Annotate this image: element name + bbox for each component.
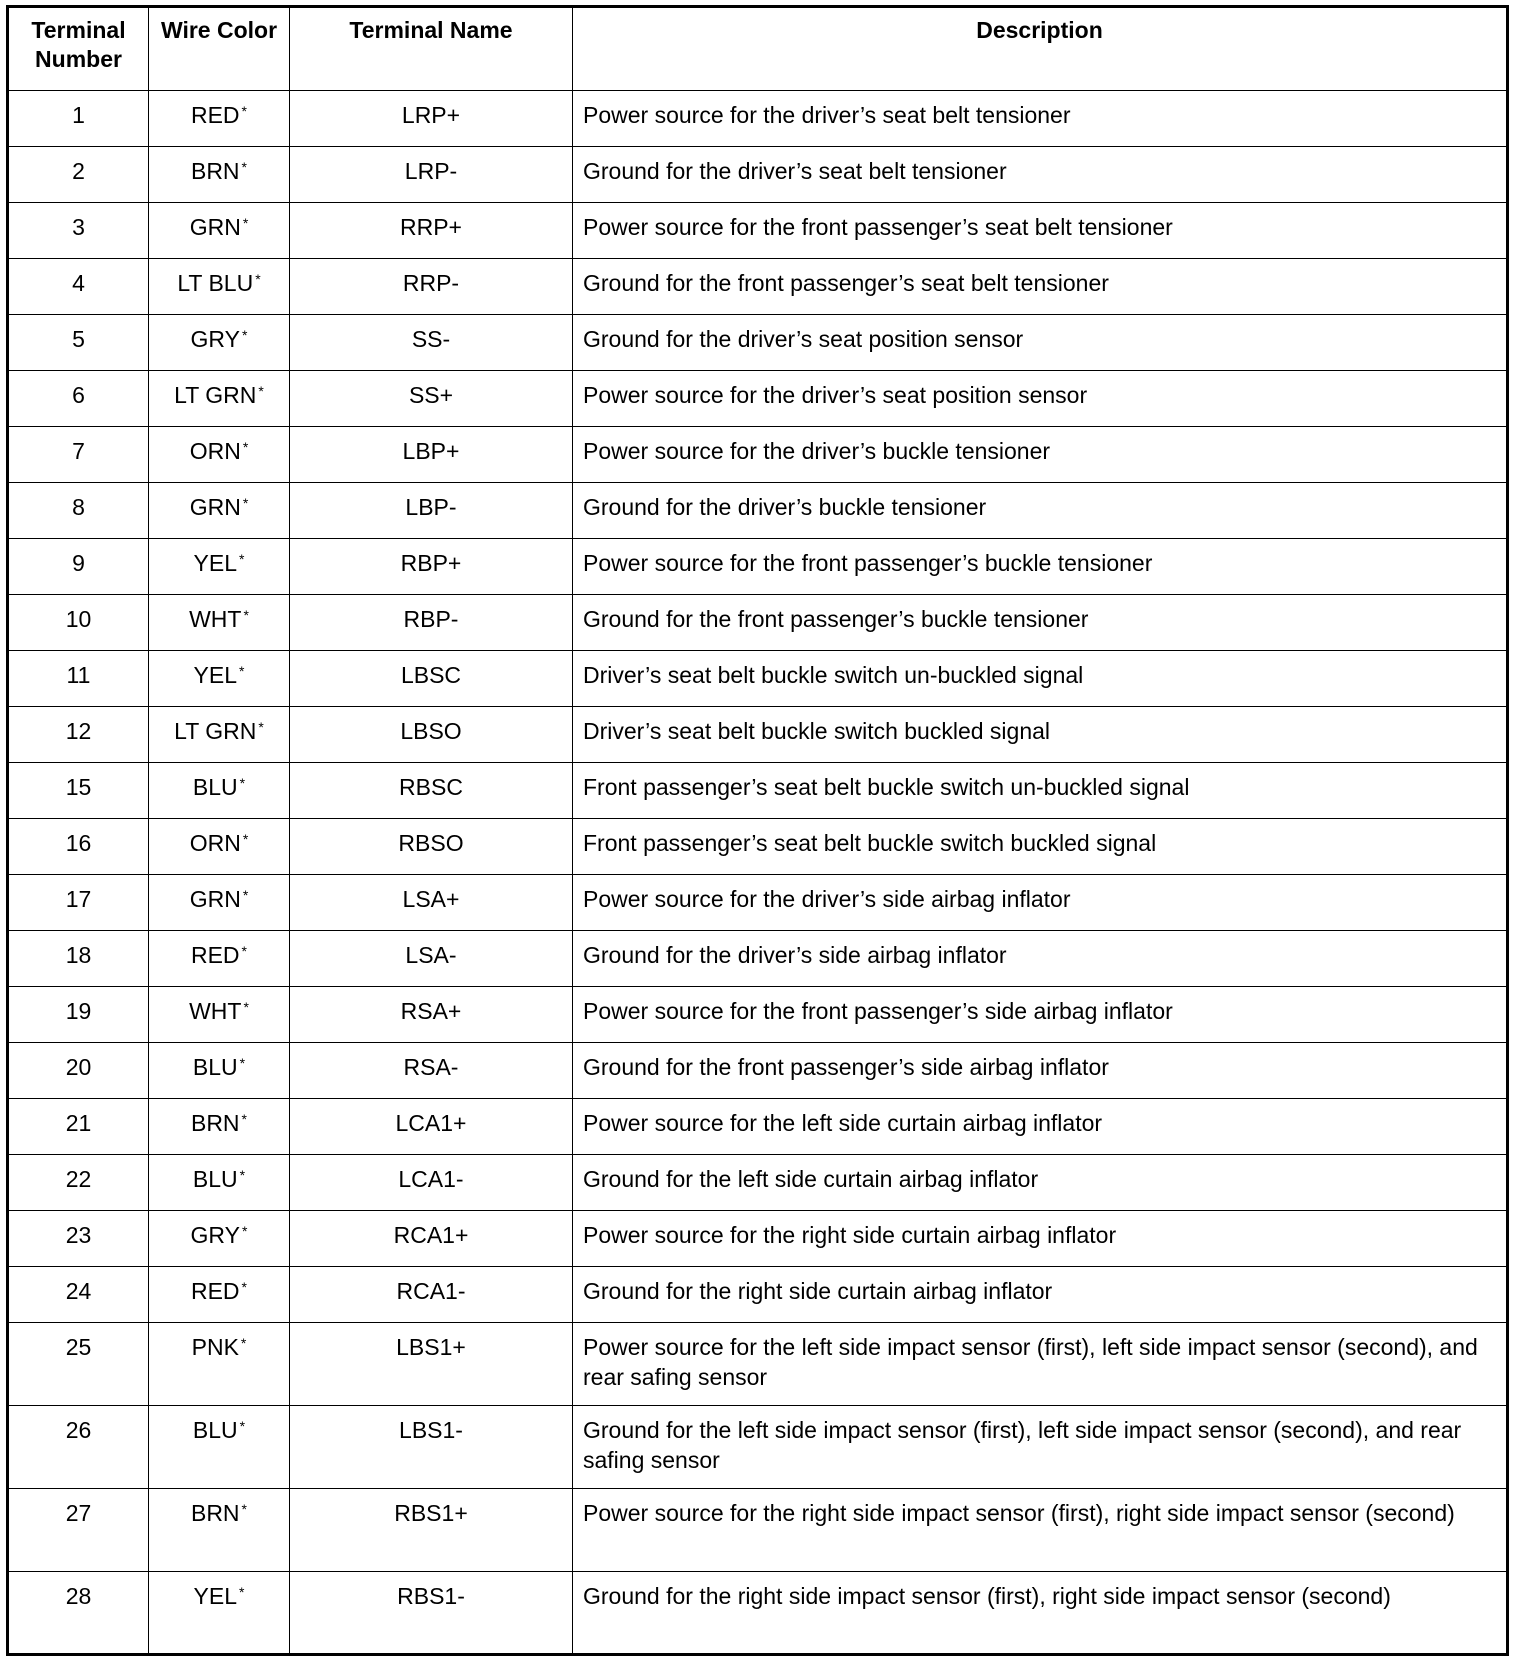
table-row [8,1406,1508,1489]
footnote-mark: * [242,215,249,231]
wire-color-text: YEL [193,662,238,688]
terminal-number-cell: 10 [8,595,149,651]
terminal-name-cell: RRP- [290,259,573,315]
wire-color-text: BLU [192,1054,238,1080]
table-row [8,315,1508,371]
wire-color-cell [149,707,290,763]
terminal-name-cell: LSA+ [290,875,573,931]
footnote-mark: * [242,887,249,903]
table-body [8,91,1508,1655]
footnote-mark: * [241,943,247,959]
wire-color-text: RED [190,942,240,968]
terminal-name-cell: RCA1+ [290,1211,573,1267]
terminal-name-cell: RBSC [290,763,573,819]
terminal-number-cell: 27 [8,1489,149,1572]
wire-color-text: GRN [189,214,241,240]
wire-color-text: LT BLU [177,270,254,296]
terminal-name-cell: RBS1- [290,1572,573,1655]
table-row [8,819,1508,875]
description-cell: Power source for the right side impact sensor (first), right side impact sensor (second) [573,1489,1508,1572]
footnote-mark: * [241,103,247,119]
terminal-number-cell: 24 [8,1267,149,1323]
wire-color-text: BRN [190,158,240,184]
footnote-mark: * [242,439,249,455]
table-row [8,1211,1508,1267]
wire-color-cell [149,987,290,1043]
terminal-number-cell: 12 [8,707,149,763]
table-row [8,931,1508,987]
footnote-mark: * [241,1279,247,1295]
table-row [8,539,1508,595]
wire-color-cell [149,1211,290,1267]
footnote-mark: * [241,1111,247,1127]
wire-color-text: GRY [190,1222,240,1248]
wire-color-text: WHT [189,998,242,1024]
wire-color-text: ORN [189,438,241,464]
table-row [8,987,1508,1043]
terminal-name-cell: LBS1- [290,1406,573,1489]
footnote-mark: * [239,1055,246,1071]
wire-color-cell [149,427,290,483]
wire-color-cell [149,1572,290,1655]
footnote-mark: * [239,775,246,791]
wire-color-text: RED [190,1278,240,1304]
wire-color-cell [149,763,290,819]
description-cell: Ground for the driver’s side airbag inflator [573,931,1508,987]
wire-color-cell [149,1267,290,1323]
footnote-mark: * [241,159,247,175]
description-cell: Power source for the driver’s seat belt tensioner [573,91,1508,147]
wire-color-text: GRN [189,494,241,520]
footnote-mark: * [241,1223,248,1239]
description-cell: Ground for the right side curtain airbag inflator [573,1267,1508,1323]
description-cell: Power source for the left side curtain airbag inflator [573,1099,1508,1155]
table-row [8,651,1508,707]
footnote-mark: * [239,1418,246,1434]
wire-color-cell [149,1323,290,1406]
terminal-number-cell: 26 [8,1406,149,1489]
wire-color-text: BLU [192,774,238,800]
terminal-name-cell: LRP- [290,147,573,203]
terminal-number-cell: 17 [8,875,149,931]
description-cell: Power source for the front passenger’s buckle tensioner [573,539,1508,595]
table-row [8,1155,1508,1211]
wire-color-cell [149,1489,290,1572]
footnote-mark: * [241,1501,247,1517]
description-cell: Power source for the front passenger’s side airbag inflator [573,987,1508,1043]
terminal-name-cell: LCA1- [290,1155,573,1211]
terminal-name-cell: LBP+ [290,427,573,483]
description-cell: Power source for the driver’s buckle tensioner [573,427,1508,483]
header-row [8,7,1508,91]
terminal-name-cell: RCA1- [290,1267,573,1323]
wire-color-text: YEL [193,550,238,576]
terminal-number-cell: 2 [8,147,149,203]
wire-color-cell [149,371,290,427]
header-terminal-number: Terminal Number [8,7,149,91]
table-row [8,763,1508,819]
terminal-number-cell: 23 [8,1211,149,1267]
description-cell: Ground for the right side impact sensor (first), right side impact sensor (second) [573,1572,1508,1655]
terminal-name-cell: LRP+ [290,91,573,147]
description-cell: Ground for the front passenger’s seat belt tensioner [573,259,1508,315]
terminal-number-cell: 8 [8,483,149,539]
wire-color-text: PNK [191,1334,239,1360]
terminal-name-cell: LBP- [290,483,573,539]
footnote-mark: * [255,271,261,287]
terminal-number-cell: 4 [8,259,149,315]
terminal-number-cell: 18 [8,931,149,987]
header-wire-color: Wire Color [149,7,290,91]
terminal-name-cell: LBSO [290,707,573,763]
footnote-mark: * [258,383,264,399]
wire-color-cell [149,1043,290,1099]
footnote-mark: * [241,327,248,343]
terminal-number-cell: 16 [8,819,149,875]
wire-color-text: BLU [192,1166,238,1192]
terminal-number-cell: 15 [8,763,149,819]
wire-color-cell [149,875,290,931]
terminal-number-cell: 1 [8,91,149,147]
table-row [8,483,1508,539]
description-cell: Power source for the left side impact sensor (first), left side impact sensor (second), and rear safing sensor [573,1323,1508,1406]
description-cell: Ground for the front passenger’s buckle tensioner [573,595,1508,651]
description-cell: Ground for the left side curtain airbag inflator [573,1155,1508,1211]
terminal-name-cell: RBP- [290,595,573,651]
wire-color-cell [149,315,290,371]
wire-color-cell [149,91,290,147]
wire-color-cell [149,203,290,259]
footnote-mark: * [240,1335,247,1351]
table-row [8,707,1508,763]
terminal-number-cell: 19 [8,987,149,1043]
wire-color-cell [149,483,290,539]
footnote-mark: * [239,1167,246,1183]
terminal-number-cell: 20 [8,1043,149,1099]
table-row [8,371,1508,427]
wire-color-text: GRY [190,326,240,352]
wire-color-cell [149,819,290,875]
header-description: Description [573,7,1508,91]
wire-color-text: BRN [190,1500,240,1526]
wire-color-cell [149,259,290,315]
table-header [8,7,1508,91]
description-cell: Power source for the driver’s seat position sensor [573,371,1508,427]
terminal-number-cell: 11 [8,651,149,707]
table-row [8,259,1508,315]
footnote-mark: * [242,831,249,847]
description-cell: Driver’s seat belt buckle switch un-buckled signal [573,651,1508,707]
table-row [8,1489,1508,1572]
description-cell: Power source for the front passenger’s seat belt tensioner [573,203,1508,259]
description-cell: Power source for the right side curtain airbag inflator [573,1211,1508,1267]
footnote-mark: * [243,607,249,623]
description-cell: Ground for the driver’s seat position sensor [573,315,1508,371]
footnote-mark: * [239,663,245,679]
wire-color-text: YEL [193,1583,238,1609]
terminal-name-cell: SS+ [290,371,573,427]
table-row [8,427,1508,483]
table-row [8,875,1508,931]
terminal-name-cell: RBSO [290,819,573,875]
terminal-number-cell: 6 [8,371,149,427]
header-terminal-name: Terminal Name [290,7,573,91]
terminal-name-cell: RBP+ [290,539,573,595]
terminal-name-cell: SS- [290,315,573,371]
wire-color-text: WHT [189,606,242,632]
table-row [8,1043,1508,1099]
terminal-name-cell: RRP+ [290,203,573,259]
terminal-number-cell: 25 [8,1323,149,1406]
terminal-number-cell: 28 [8,1572,149,1655]
wire-color-text: ORN [189,830,241,856]
table-row [8,203,1508,259]
terminal-number-cell: 9 [8,539,149,595]
footnote-mark: * [243,999,249,1015]
wire-color-cell [149,539,290,595]
description-cell: Power source for the driver’s side airbag inflator [573,875,1508,931]
table-row [8,1267,1508,1323]
footnote-mark: * [258,719,264,735]
footnote-mark: * [239,1584,245,1600]
terminal-name-cell: RBS1+ [290,1489,573,1572]
wire-color-cell [149,1099,290,1155]
wire-color-text: LT GRN [174,718,257,744]
terminal-name-cell: RSA+ [290,987,573,1043]
terminal-name-cell: LBS1+ [290,1323,573,1406]
table-row [8,1323,1508,1406]
description-cell: Ground for the front passenger’s side airbag inflator [573,1043,1508,1099]
table-row [8,91,1508,147]
table-row [8,147,1508,203]
description-cell: Front passenger’s seat belt buckle switch un-buckled signal [573,763,1508,819]
terminal-number-cell: 5 [8,315,149,371]
wire-color-text: GRN [189,886,241,912]
description-cell: Ground for the driver’s seat belt tensioner [573,147,1508,203]
footnote-mark: * [242,495,249,511]
terminal-name-cell: RSA- [290,1043,573,1099]
wire-color-text: BRN [190,1110,240,1136]
wire-color-text: RED [190,102,240,128]
terminal-name-cell: LSA- [290,931,573,987]
description-cell: Ground for the driver’s buckle tensioner [573,483,1508,539]
wire-color-cell [149,147,290,203]
terminal-name-cell: LCA1+ [290,1099,573,1155]
terminal-number-cell: 22 [8,1155,149,1211]
terminal-table [6,5,1509,1656]
description-cell: Front passenger’s seat belt buckle switch buckled signal [573,819,1508,875]
terminal-number-cell: 3 [8,203,149,259]
description-cell: Driver’s seat belt buckle switch buckled signal [573,707,1508,763]
wire-color-cell [149,651,290,707]
description-cell: Ground for the left side impact sensor (first), left side impact sensor (second), and rear safing sensor [573,1406,1508,1489]
wire-color-cell [149,1406,290,1489]
wire-color-cell [149,1155,290,1211]
footnote-mark: * [239,551,245,567]
table-row [8,595,1508,651]
terminal-name-cell: LBSC [290,651,573,707]
table-row [8,1572,1508,1655]
terminal-number-cell: 21 [8,1099,149,1155]
wire-color-cell [149,595,290,651]
terminal-number-cell: 7 [8,427,149,483]
table-row [8,1099,1508,1155]
wire-color-text: BLU [192,1417,238,1443]
wire-color-text: LT GRN [174,382,257,408]
wire-color-cell [149,931,290,987]
